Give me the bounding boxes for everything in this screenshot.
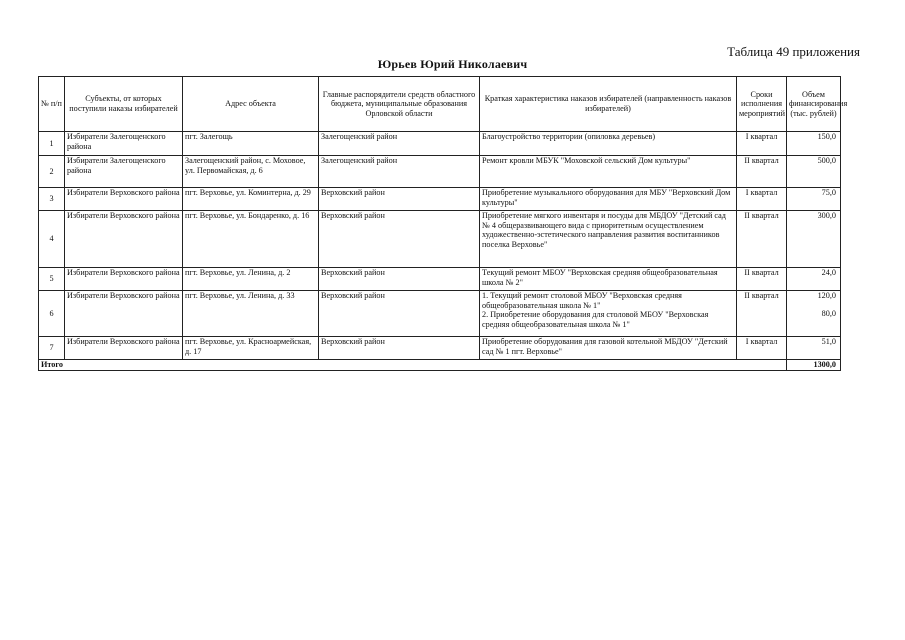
cell-num: 3 xyxy=(39,188,65,211)
cell-amount: 51,0 xyxy=(787,337,841,360)
cell-amount: 150,0 xyxy=(787,132,841,156)
total-amount: 1300,0 xyxy=(787,360,841,371)
cell-manager: Верховский район xyxy=(319,268,480,291)
header-managers: Главные распорядители средств областного бюджета, муниципальные образования Орловской области xyxy=(319,77,480,132)
cell-subject: Избиратели Верховского района xyxy=(65,291,183,337)
header-address: Адрес объекта xyxy=(183,77,319,132)
cell-description: Приобретение мягкого инвентаря и посуды для МБДОУ "Детский сад № 4 общеразвивающего вида с приоритетным осуществлением художественно-эстетического направления развития воспитанников поселка Верховье" xyxy=(480,211,737,268)
cell-amount: 24,0 xyxy=(787,268,841,291)
header-description: Краткая характеристика наказов избирателей (направленность наказов избирателей) xyxy=(480,77,737,132)
page-title: Юрьев Юрий Николаевич xyxy=(377,57,528,71)
cell-description: Текущий ремонт МБОУ "Верховская средняя общеобразовательная школа № 2" xyxy=(480,268,737,291)
cell-num: 7 xyxy=(39,337,65,360)
cell-manager: Верховский район xyxy=(319,291,480,337)
cell-period: I квартал xyxy=(737,132,787,156)
total-label: Итого xyxy=(39,360,787,371)
cell-manager: Залегощенский район xyxy=(319,156,480,188)
table-row xyxy=(39,337,841,360)
cell-num: 2 xyxy=(39,156,65,188)
cell-description xyxy=(480,291,737,337)
cell-address: пгт. Верховье, ул. Коминтерна, д. 29 xyxy=(183,188,319,211)
header-amount: Объем финансирования (тыс. рублей) xyxy=(787,77,841,132)
cell-address: пгт. Залегощь xyxy=(183,132,319,156)
cell-amount: 75,0 xyxy=(787,188,841,211)
cell-period: II квартал xyxy=(737,156,787,188)
cell-period: II квартал xyxy=(737,268,787,291)
table-row xyxy=(39,291,841,337)
cell-address: Залегощенский район, с. Моховое, ул. Первомайская, д. 6 xyxy=(183,156,319,188)
cell-subject: Избиратели Верховского района xyxy=(65,211,183,268)
cell-amount: 300,0 xyxy=(787,211,841,268)
cell-manager: Верховский район xyxy=(319,188,480,211)
cell-manager: Верховский район xyxy=(319,337,480,360)
cell-manager: Верховский район xyxy=(319,211,480,268)
cell-period: I квартал xyxy=(737,337,787,360)
cell-num: 5 xyxy=(39,268,65,291)
cell-subject: Избиратели Залегощенского района xyxy=(65,132,183,156)
cell-address: пгт. Верховье, ул. Бондаренко, д. 16 xyxy=(183,211,319,268)
cell-amount xyxy=(787,291,841,337)
description-item-1: 1. Текущий ремонт столовой МБОУ "Верховская средняя общеобразовательная школа № 1" xyxy=(482,291,682,310)
cell-num: 4 xyxy=(39,211,65,268)
cell-description: Приобретение музыкального оборудования для МБУ "Верховский Дом культуры" xyxy=(480,188,737,211)
header-subject: Субъекты, от которых поступили наказы избирателей xyxy=(65,77,183,132)
cell-period: II квартал xyxy=(737,291,787,337)
header-row xyxy=(39,77,841,132)
table-caption: Таблица 49 приложения xyxy=(727,44,860,59)
cell-period: I квартал xyxy=(737,188,787,211)
table-row xyxy=(39,132,841,156)
cell-subject: Избиратели Верховского района xyxy=(65,337,183,360)
header-num: № п/п xyxy=(39,77,65,132)
cell-address: пгт. Верховье, ул. Красноармейская, д. 17 xyxy=(183,337,319,360)
amount-item-2: 80,0 xyxy=(821,308,836,318)
cell-subject: Избиратели Верховского района xyxy=(65,268,183,291)
orders-table xyxy=(38,76,848,371)
cell-amount: 500,0 xyxy=(787,156,841,188)
table-row xyxy=(39,268,841,291)
cell-description: Приобретение оборудования для газовой котельной МБДОУ "Детский сад № 1 пгт. Верховье" xyxy=(480,337,737,360)
table-row xyxy=(39,156,841,188)
amount-item-1: 120,0 xyxy=(817,291,836,300)
cell-num: 6 xyxy=(39,291,65,337)
cell-subject: Избиратели Залегощенского района xyxy=(65,156,183,188)
cell-description: Ремонт кровли МБУК "Моховской сельский Дом культуры" xyxy=(480,156,737,188)
table-row xyxy=(39,188,841,211)
cell-period: II квартал xyxy=(737,211,787,268)
table-row xyxy=(39,211,841,268)
description-item-2: 2. Приобретение оборудования для столовой МБОУ "Верховская средняя общеобразовательная школа № 1" xyxy=(482,310,709,329)
cell-subject: Избиратели Верховского района xyxy=(65,188,183,211)
total-row xyxy=(39,360,841,371)
cell-num: 1 xyxy=(39,132,65,156)
cell-address: пгт. Верховье, ул. Ленина, д. 33 xyxy=(183,291,319,337)
cell-description: Благоустройство территории (опиловка деревьев) xyxy=(480,132,737,156)
cell-manager: Залегощенский район xyxy=(319,132,480,156)
cell-address: пгт. Верховье, ул. Ленина, д. 2 xyxy=(183,268,319,291)
header-period: Сроки исполнения мероприятий xyxy=(737,77,787,132)
